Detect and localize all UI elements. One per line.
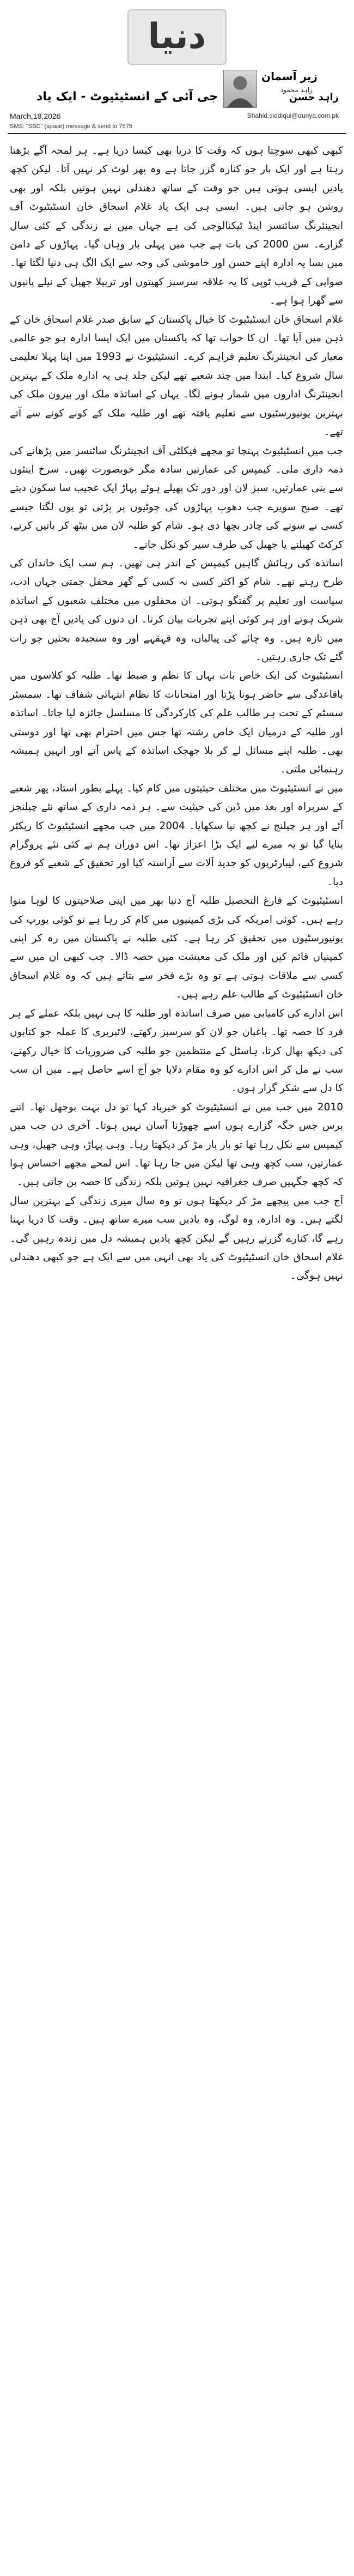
- dateline: March,18,2026: [10, 112, 61, 120]
- article-paragraph: آج جب میں پیچھے مڑ کر دیکھتا ہوں تو وہ سال میری زندگی کے بہترین سال لگتے ہیں۔ وہ ادارہ، وہ لوگ، وہ یادیں سب میرے ساتھ ہیں۔ وقت کا دریا بہتا رہے گا، کنارے گزرتے رہیں گے لیکن کچھ یادیں ہمیشہ دل میں زندہ رہیں گی۔ غلام اسحاق خان انسٹیٹیوٹ کی یاد بھی انہی میں سے ایک ہے جو کبھی دھندلی نہیں ہوگی۔: [10, 1195, 343, 1282]
- article-paragraph: جب میں انسٹیٹیوٹ پہنچا تو مجھے فیکلٹی آف انجینئرنگ سائنسز میں پڑھانے کی ذمہ داری ملی۔ کیمپس کی عمارتیں سادہ مگر خوبصورت تھیں۔ سرخ اینٹوں سے بنی عمارتیں، سبز لان اور دور تک پھیلے ہوئے پہاڑ ایک عجیب سا سکون دیتے تھے۔ صبح سویرے جب دھوپ پہاڑوں کی چوٹیوں پر پڑتی تو یوں لگتا جیسے کسی نے سونے کی چادر بچھا دی ہو۔ شام کو طلبہ لان میں بیٹھ کر باتیں کرتے، کرکٹ کھیلتے یا جھیل کی طرف سیر کو نکل جاتے۔: [10, 445, 343, 551]
- masthead: [0, 0, 354, 136]
- header-divider: [8, 133, 346, 134]
- article-paragraph: غلام اسحاق خان انسٹیٹیوٹ کا خیال پاکستان کے سابق صدر غلام اسحاق خان کے ذہن میں آیا تھا۔ ان کا خواب تھا کہ پاکستان میں ایک ایسا ادارہ ہو جو عالمی معیار کی انجینئرنگ تعلیم فراہم کرے۔ انسٹیٹیوٹ نے 1993 میں اپنا پہلا تعلیمی سال شروع کیا۔ ابتدا میں چند شعبے تھے لیکن جلد ہی یہ ادارہ ملک کے بہترین انجینئرنگ اداروں میں شمار ہونے لگا۔ یہاں کے اساتذہ ملک اور بیرون ملک کی بہترین یونیورسٹیوں سے تعلیم یافتہ تھے اور طلبہ ملک کے کونے کونے سے آتے تھے۔: [10, 313, 343, 438]
- article-paragraph: میں نے انسٹیٹیوٹ میں مختلف حیثیتوں میں کام کیا۔ پہلے بطور استاد، پھر شعبے کے سربراہ اور بعد میں ڈین کی حیثیت سے۔ ہر ذمہ داری کے ساتھ نئے چیلنجز آئے اور ہر چیلنج نے کچھ نیا سکھایا۔ 2004 میں جب مجھے انسٹیٹیوٹ کا ریکٹر بنایا گیا تو یہ میرے لیے ایک بڑا اعزاز تھا۔ اس دوران ہم نے کئی نئے پروگرام شروع کیے، لیبارٹریوں کو جدید آلات سے آراستہ کیا اور تحقیق کے شعبے کو فروغ دیا۔: [10, 782, 343, 888]
- article-paragraph: اساتذہ کی رہائش گاہیں کیمپس کے اندر ہی تھیں۔ ہم سب ایک خاندان کی طرح رہتے تھے۔ شام کو اکثر کسی نہ کسی کے گھر محفل جمتی جہاں ادب، سیاست اور تعلیم پر گفتگو ہوتی۔ ان محفلوں میں مختلف شعبوں کے اساتذہ شریک ہوتے اور ہر کوئی اپنے تجربات بیان کرتا۔ ان دنوں کی یادیں آج بھی ذہن میں تازہ ہیں۔ وہ چائے کی پیالیاں، وہ قہقہے اور وہ سنجیدہ بحثیں جو رات گئے تک جاری رہتیں۔: [10, 557, 343, 663]
- article-paragraph: انسٹیٹیوٹ کے فارغ التحصیل طلبہ آج دنیا بھر میں اپنی صلاحیتوں کا لوہا منوا رہے ہیں۔ کوئی امریکہ کی بڑی کمپنیوں میں کام کر رہا ہے تو کوئی یورپ کی یونیورسٹیوں میں تحقیق کر رہا ہے۔ کئی طلبہ نے پاکستان میں رہ کر اپنی کمپنیاں قائم کیں اور ملک کی معیشت میں حصہ ڈالا۔ جب کبھی ان میں سے کسی سے ملاقات ہوتی ہے تو وہ بڑے فخر سے بتاتے ہیں کہ وہ غلام اسحاق خان انسٹیٹیوٹ کے طالب علم رہے ہیں۔: [10, 895, 343, 1001]
- article-paragraph: انسٹیٹیوٹ کی ایک خاص بات یہاں کا نظم و ضبط تھا۔ طلبہ کو کلاسوں میں باقاعدگی سے حاضر ہونا پڑتا اور امتحانات کا نظام انتہائی شفاف تھا۔ سمسٹر سسٹم کے تحت ہر طالب علم کی کارکردگی کا مسلسل جائزہ لیا جاتا۔ اساتذہ اور طلبہ کے درمیان ایک خاص رشتہ تھا جس میں احترام بھی تھا اور دوستی بھی۔ طلبہ اپنے مسائل لے کر بلا جھجک اساتذہ کے پاس آتے اور انہیں ہمیشہ رہنمائی ملتی۔: [10, 670, 343, 776]
- avatar-icon: [224, 70, 257, 107]
- article-paragraph: اس ادارے کی کامیابی میں صرف اساتذہ اور طلبہ کا ہی نہیں بلکہ عملے کے ہر فرد کا حصہ تھا۔ باغبان جو لان کو سرسبز رکھتے، لائبریری کا عملہ جو کتابوں کی دیکھ بھال کرتا، ہاسٹل کے منتظمین جو طلبہ کی ضروریات کا خیال رکھتے، سب نے مل کر اس ادارے کو وہ مقام دلایا جو آج اسے حاصل ہے۔ میں ان سب کا دل سے شکر گزار ہوں۔: [10, 1007, 343, 1095]
- author-email: Shahid.siddiqui@dunya.com.pk: [247, 112, 339, 119]
- article-paragraph: کبھی کبھی سوچتا ہوں کہ وقت کا دریا بھی کیسا دریا ہے۔ ہر لمحہ آگے بڑھتا رہتا ہے اور ایک بار جو کنارہ گزر جاتا ہے وہ پھر لوٹ کر نہیں آتا۔ لیکن کچھ یادیں ایسی ہوتی ہیں جو وقت کے ساتھ دھندلی نہیں ہوتیں بلکہ اور بھی روشن ہو جاتی ہیں۔ ایسی ہی ایک یاد غلام اسحاق خان انسٹیٹیوٹ آف انجینئرنگ سائنسز اینڈ ٹیکنالوجی کی ہے جہاں میں نے زندگی کے کئی سال گزارے۔ سن 2000 کی بات ہے جب میں پہلی بار وہاں گیا۔ پہاڑوں کے دامن میں بسا یہ ادارہ اپنے حسن اور خاموشی کی وجہ سے ایک الگ ہی دنیا لگتا تھا۔ صوابی کے قریب ٹوپی کا یہ علاقہ سرسبز کھیتوں اور تربیلا جھیل کے نیلے پانیوں سے گھرا ہوا ہے۔: [10, 145, 343, 307]
- newspaper-logo: [117, 4, 237, 70]
- byline-label: زاہد محمود: [280, 86, 313, 94]
- headline: جی آئی کے انسٹیٹیوٹ - ایک یاد: [36, 90, 218, 104]
- article-body: [10, 142, 343, 1286]
- author-name: زاہد حسن: [289, 92, 339, 103]
- column-name: زیر آسمان: [261, 70, 318, 83]
- logo-text: دنیا: [148, 16, 206, 57]
- author-photo: [223, 70, 257, 108]
- article-paragraph: 2010 میں جب میں نے انسٹیٹیوٹ کو خیرباد کہا تو دل بہت بوجھل تھا۔ اتنے برس جس جگہ گزارے ہوں اسے چھوڑنا آسان نہیں ہوتا۔ آخری دن جب میں کیمپس سے نکل رہا تھا تو بار بار مڑ کر دیکھتا رہا۔ وہی پہاڑ، وہی جھیل، وہی عمارتیں، سب کچھ وہی تھا لیکن میں جا رہا تھا۔ اس لمحے مجھے احساس ہوا کہ کچھ جگہیں صرف جغرافیہ نہیں ہوتیں بلکہ زندگی کا حصہ بن جاتی ہیں۔: [10, 1101, 343, 1188]
- sms-info: SMS: "SSC" (space) message & send to 7575: [10, 123, 132, 130]
